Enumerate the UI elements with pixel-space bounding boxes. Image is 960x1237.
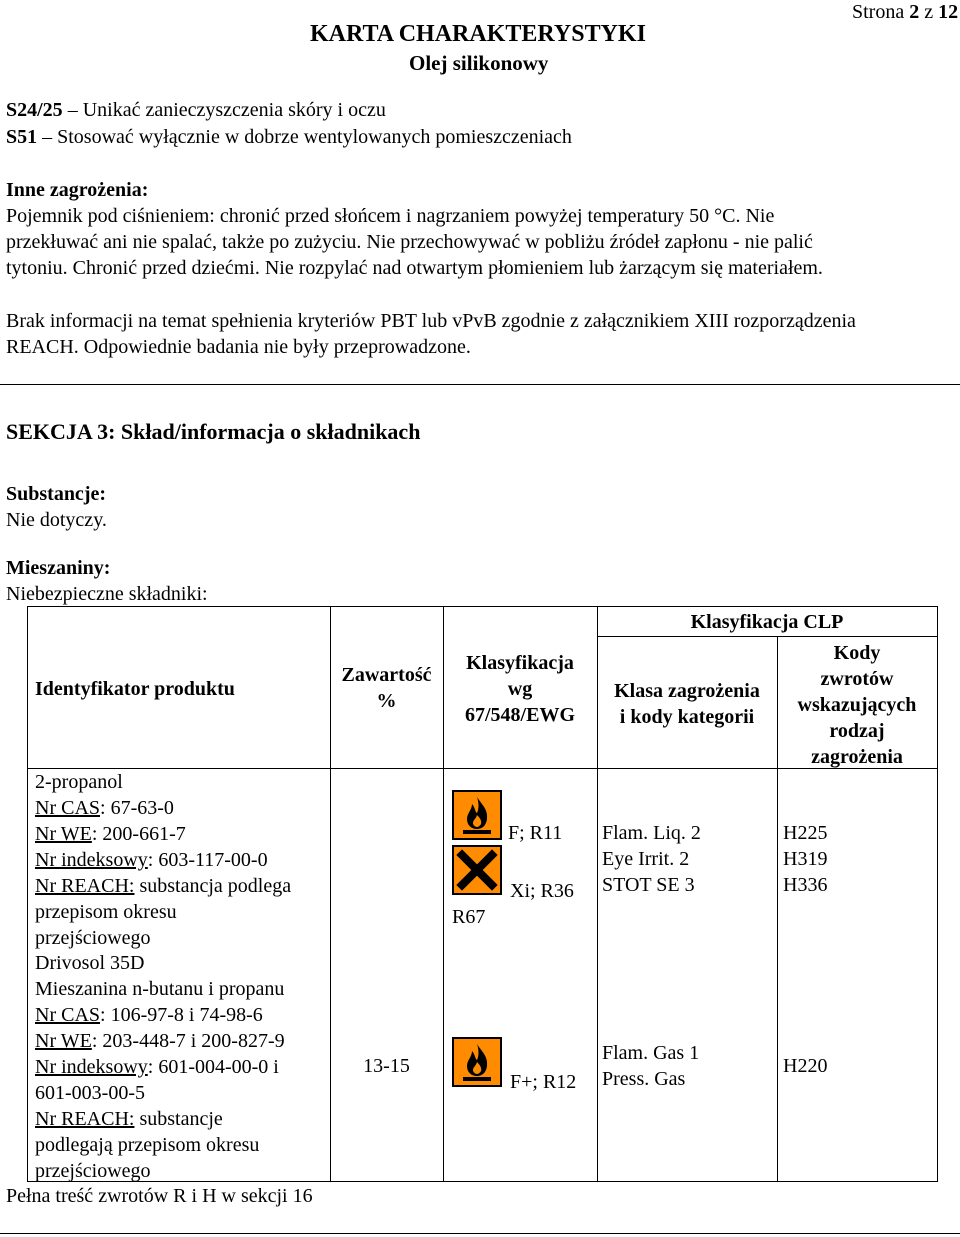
flammable-pictogram-icon <box>452 790 502 840</box>
page-current: 2 <box>909 1 920 23</box>
product-name: Olej silikonowy <box>409 51 549 75</box>
page-sep: z <box>924 1 934 23</box>
other-hazards-line: przekłuwać ani nie spalać, także po zużyciu. Nie przechowywać w pobliżu źródeł zapłonu - nie palić <box>6 231 813 253</box>
substances-text: Nie dotyczy. <box>6 509 107 531</box>
mixtures-heading: Mieszaniny: <box>6 557 111 579</box>
row1-class-xi: Xi; R36 <box>510 880 574 902</box>
page-bottom-divider <box>0 1233 960 1234</box>
table-col-line <box>937 606 938 1182</box>
table-col-line <box>27 606 28 1182</box>
row2-content: 13-15 <box>363 1055 410 1077</box>
header-identifier: Identyfikator produktu <box>35 678 235 700</box>
table-border-clp <box>597 636 937 637</box>
row1-class-r67: R67 <box>452 906 486 928</box>
substances-heading: Substancje: <box>6 483 107 505</box>
harmful-irritant-pictogram-icon <box>452 845 502 895</box>
row1-class-f: F; R11 <box>508 822 563 844</box>
table-border-top <box>27 606 937 607</box>
row1-clp: Flam. Liq. 2 Eye Irrit. 2 STOT SE 3 <box>602 822 701 896</box>
component-name: 2-propanol <box>35 771 123 793</box>
row2-h-codes: H220 <box>783 1055 828 1077</box>
row1-identifier: 2-propanol Nr CAS: 67-63-0 Nr WE: 200-661-7 Nr indeksowy: 603-117-00-0 Nr REACH: substancja podlega przepisom okresu przejściowego <box>35 771 292 949</box>
page-number <box>852 0 958 24</box>
footer-note: Pełna treść zwrotów R i H w sekcji 16 <box>6 1185 313 1207</box>
header-hazard-class: Klasa zagrożenia i kody kategorii <box>614 680 760 728</box>
mixtures-text: Niebezpieczne składniki: <box>6 583 208 605</box>
section-title: SEKCJA 3: Skład/informacja o składnikach <box>6 419 421 444</box>
header-codes: Kody zwrotów wskazujących rodzaj zagrożenia <box>797 642 917 768</box>
phrase-s2425: S24/25 – Unikać zanieczyszczenia skóry i oczu <box>6 99 386 121</box>
row2-identifier: Drivosol 35D Mieszanina n-butanu i propanu Nr CAS: 106-97-8 i 74-98-6 Nr WE: 203-448-7 i 200-827-9 Nr indeksowy: 601-004-00-0 i 601-003-00-5 Nr REACH: substancje podlegają przepisom okresu przejściowego <box>35 952 285 1182</box>
other-hazards-line: Pojemnik pod ciśnieniem: chronić przed słońcem i nagrzaniem powyżej temperatury 50 °C. Nie <box>6 205 775 227</box>
page-total: 12 <box>938 1 959 23</box>
document-title: KARTA CHARAKTERYSTYKI <box>310 21 646 47</box>
header-clp: Klasyfikacja CLP <box>690 611 844 633</box>
pbt-line: Brak informacji na temat spełnienia kryteriów PBT lub vPvB zgodnie z załącznikiem XIII rozporządzenia <box>6 310 856 332</box>
row1-h-codes: H225 H319 H336 <box>783 822 828 896</box>
phrase-s51: S51 – Stosować wyłącznie w dobrze wentylowanych pomieszczeniach <box>6 126 572 148</box>
other-hazards-line: tytoniu. Chronić przed dziećmi. Nie rozpylać nad otwartym płomieniem lub żarzącym się materiałem. <box>6 257 823 279</box>
page-label: Strona <box>852 1 905 23</box>
pbt-line: REACH. Odpowiednie badania nie były przeprowadzone. <box>6 336 471 358</box>
row2-class-f: F+; R12 <box>510 1071 577 1093</box>
other-hazards-heading: Inne zagrożenia: <box>6 179 149 201</box>
component-name: Drivosol 35D <box>35 952 145 974</box>
header-classification: Klasyfikacja wg 67/548/EWG <box>464 652 575 726</box>
flammable-pictogram-icon <box>452 1037 502 1087</box>
header-content: Zawartość % <box>341 664 432 712</box>
section-divider <box>0 384 960 385</box>
row2-clp: Flam. Gas 1 Press. Gas <box>602 1042 700 1090</box>
